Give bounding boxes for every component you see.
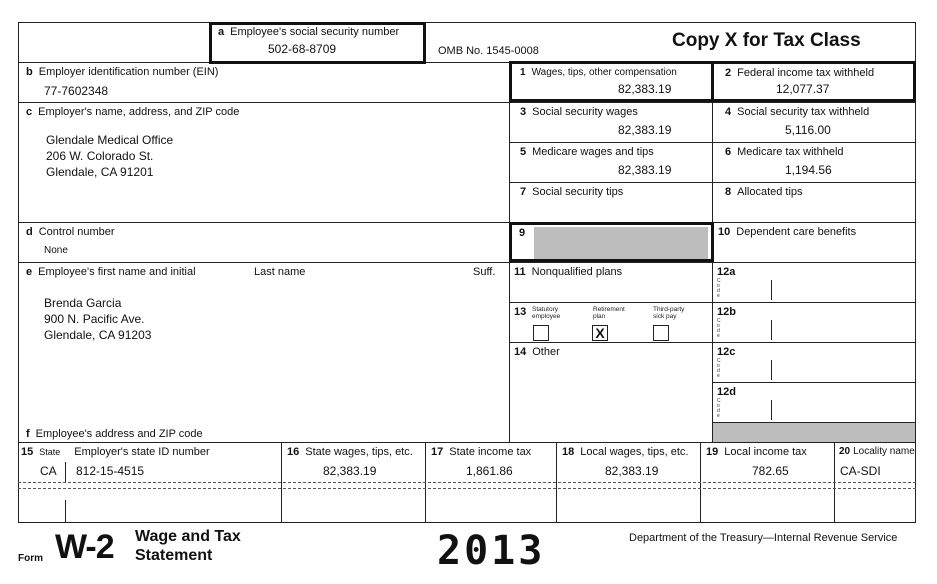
box-13-number: 13 [514, 306, 527, 318]
box-12d-label: 12d [717, 386, 736, 398]
statutory-employee-checkbox[interactable] [533, 325, 549, 341]
box-19-value: 782.65 [752, 464, 789, 478]
employee-street: 900 N. Pacific Ave. [44, 312, 145, 326]
box-16-label: 16 State wages, tips, etc. [287, 446, 413, 458]
form-word: Form [18, 553, 43, 564]
box-4-value: 5,116.00 [785, 123, 831, 137]
box-18-label: 18 Local wages, tips, etc. [562, 446, 689, 458]
box-14-label: 14 Other [514, 346, 560, 358]
employee-name-label: e Employee's first name and initial [26, 266, 196, 278]
statutory-employee-label: Statutory employee [532, 306, 561, 320]
box-1-value: 82,383.19 [618, 82, 672, 96]
employer-street: 206 W. Colorado St. [46, 149, 154, 163]
box-12c-label: 12c [717, 346, 736, 358]
form-id: W-2 [55, 528, 114, 566]
last-name-label: Last name [254, 266, 306, 278]
box-20-value: CA-SDI [840, 464, 881, 478]
box-19-label: 19 Local income tax [706, 446, 807, 458]
box-1-label: 1 Wages, tips, other compensation [520, 67, 677, 78]
employer-state-id-value: 812-15-4515 [76, 464, 145, 478]
box-12a-label: 12a [717, 266, 736, 278]
employee-name: Brenda Garcia [44, 296, 122, 310]
box-2-label: 2 Federal income tax withheld [725, 67, 875, 79]
box-3-value: 82,383.19 [618, 123, 672, 137]
box-5-value: 82,383.19 [618, 163, 672, 177]
state-value: CA [40, 464, 57, 478]
box-11-label: 11 Nonqualified plans [514, 266, 623, 278]
form-title-line-2: Statement [135, 547, 213, 564]
third-party-sick-pay-label: Third-party sick pay [653, 306, 685, 320]
form-title-line-1: Wage and Tax [135, 528, 241, 545]
box-17-label: 17 State income tax [431, 446, 532, 458]
omb-number: OMB No. 1545-0008 [438, 45, 539, 57]
suffix-label: Suff. [473, 266, 496, 278]
box-6-label: 6 Medicare tax withheld [725, 146, 844, 158]
control-number-value: None [44, 245, 68, 256]
box-6-value: 1,194.56 [785, 163, 832, 177]
employer-name: Glendale Medical Office [46, 133, 174, 147]
employer-name-label: c Employer's name, address, and ZIP code [26, 106, 240, 118]
box-12c-code-label: C o d e [717, 358, 721, 379]
box-12b-label: 12b [717, 306, 736, 318]
copy-title: Copy X for Tax Class [672, 30, 861, 51]
employee-city: Glendale, CA 91203 [44, 328, 152, 342]
retirement-plan-label: Retirement plan [593, 306, 625, 320]
box-20-label: 20 Locality name [839, 446, 915, 457]
box-12d-shading [713, 423, 915, 442]
box-16-value: 82,383.19 [323, 464, 377, 478]
ein-label: b Employer identification number (EIN) [26, 66, 219, 78]
box-2-value: 12,077.37 [776, 82, 830, 96]
box-12a-code-label: C o d e [717, 278, 721, 299]
box-5-label: 5 Medicare wages and tips [520, 146, 654, 158]
box-9-label: 9 [519, 227, 526, 239]
tax-year: 2013 [437, 528, 546, 574]
box-17-value: 1,861.86 [466, 464, 513, 478]
box-18-value: 82,383.19 [605, 464, 659, 478]
box-12b-code-label: C o d e [717, 318, 721, 339]
ein-value: 77-7602348 [44, 84, 109, 98]
box-7-label: 7 Social security tips [520, 186, 624, 198]
box-3-label: 3 Social security wages [520, 106, 638, 118]
third-party-sick-pay-checkbox[interactable] [653, 325, 669, 341]
box-15-label: 15 State Employer's state ID number [21, 446, 210, 458]
box-8-label: 8 Allocated tips [725, 186, 803, 198]
box-9-shading [534, 227, 708, 259]
employee-address-label: f Employee's address and ZIP code [26, 428, 203, 440]
control-number-label: d Control number [26, 226, 115, 238]
ssn-label: a Employee's social security number [218, 26, 400, 38]
box-10-label: 10 Dependent care benefits [718, 226, 857, 238]
department-label: Department of the Treasury—Internal Revenue Service [629, 532, 898, 544]
ssn-value: 502-68-8709 [268, 42, 337, 56]
box-4-label: 4 Social security tax withheld [725, 106, 870, 118]
employer-city: Glendale, CA 91201 [46, 165, 154, 179]
box-12d-code-label: C o d e [717, 398, 721, 419]
retirement-plan-checkbox[interactable]: X [592, 325, 608, 341]
